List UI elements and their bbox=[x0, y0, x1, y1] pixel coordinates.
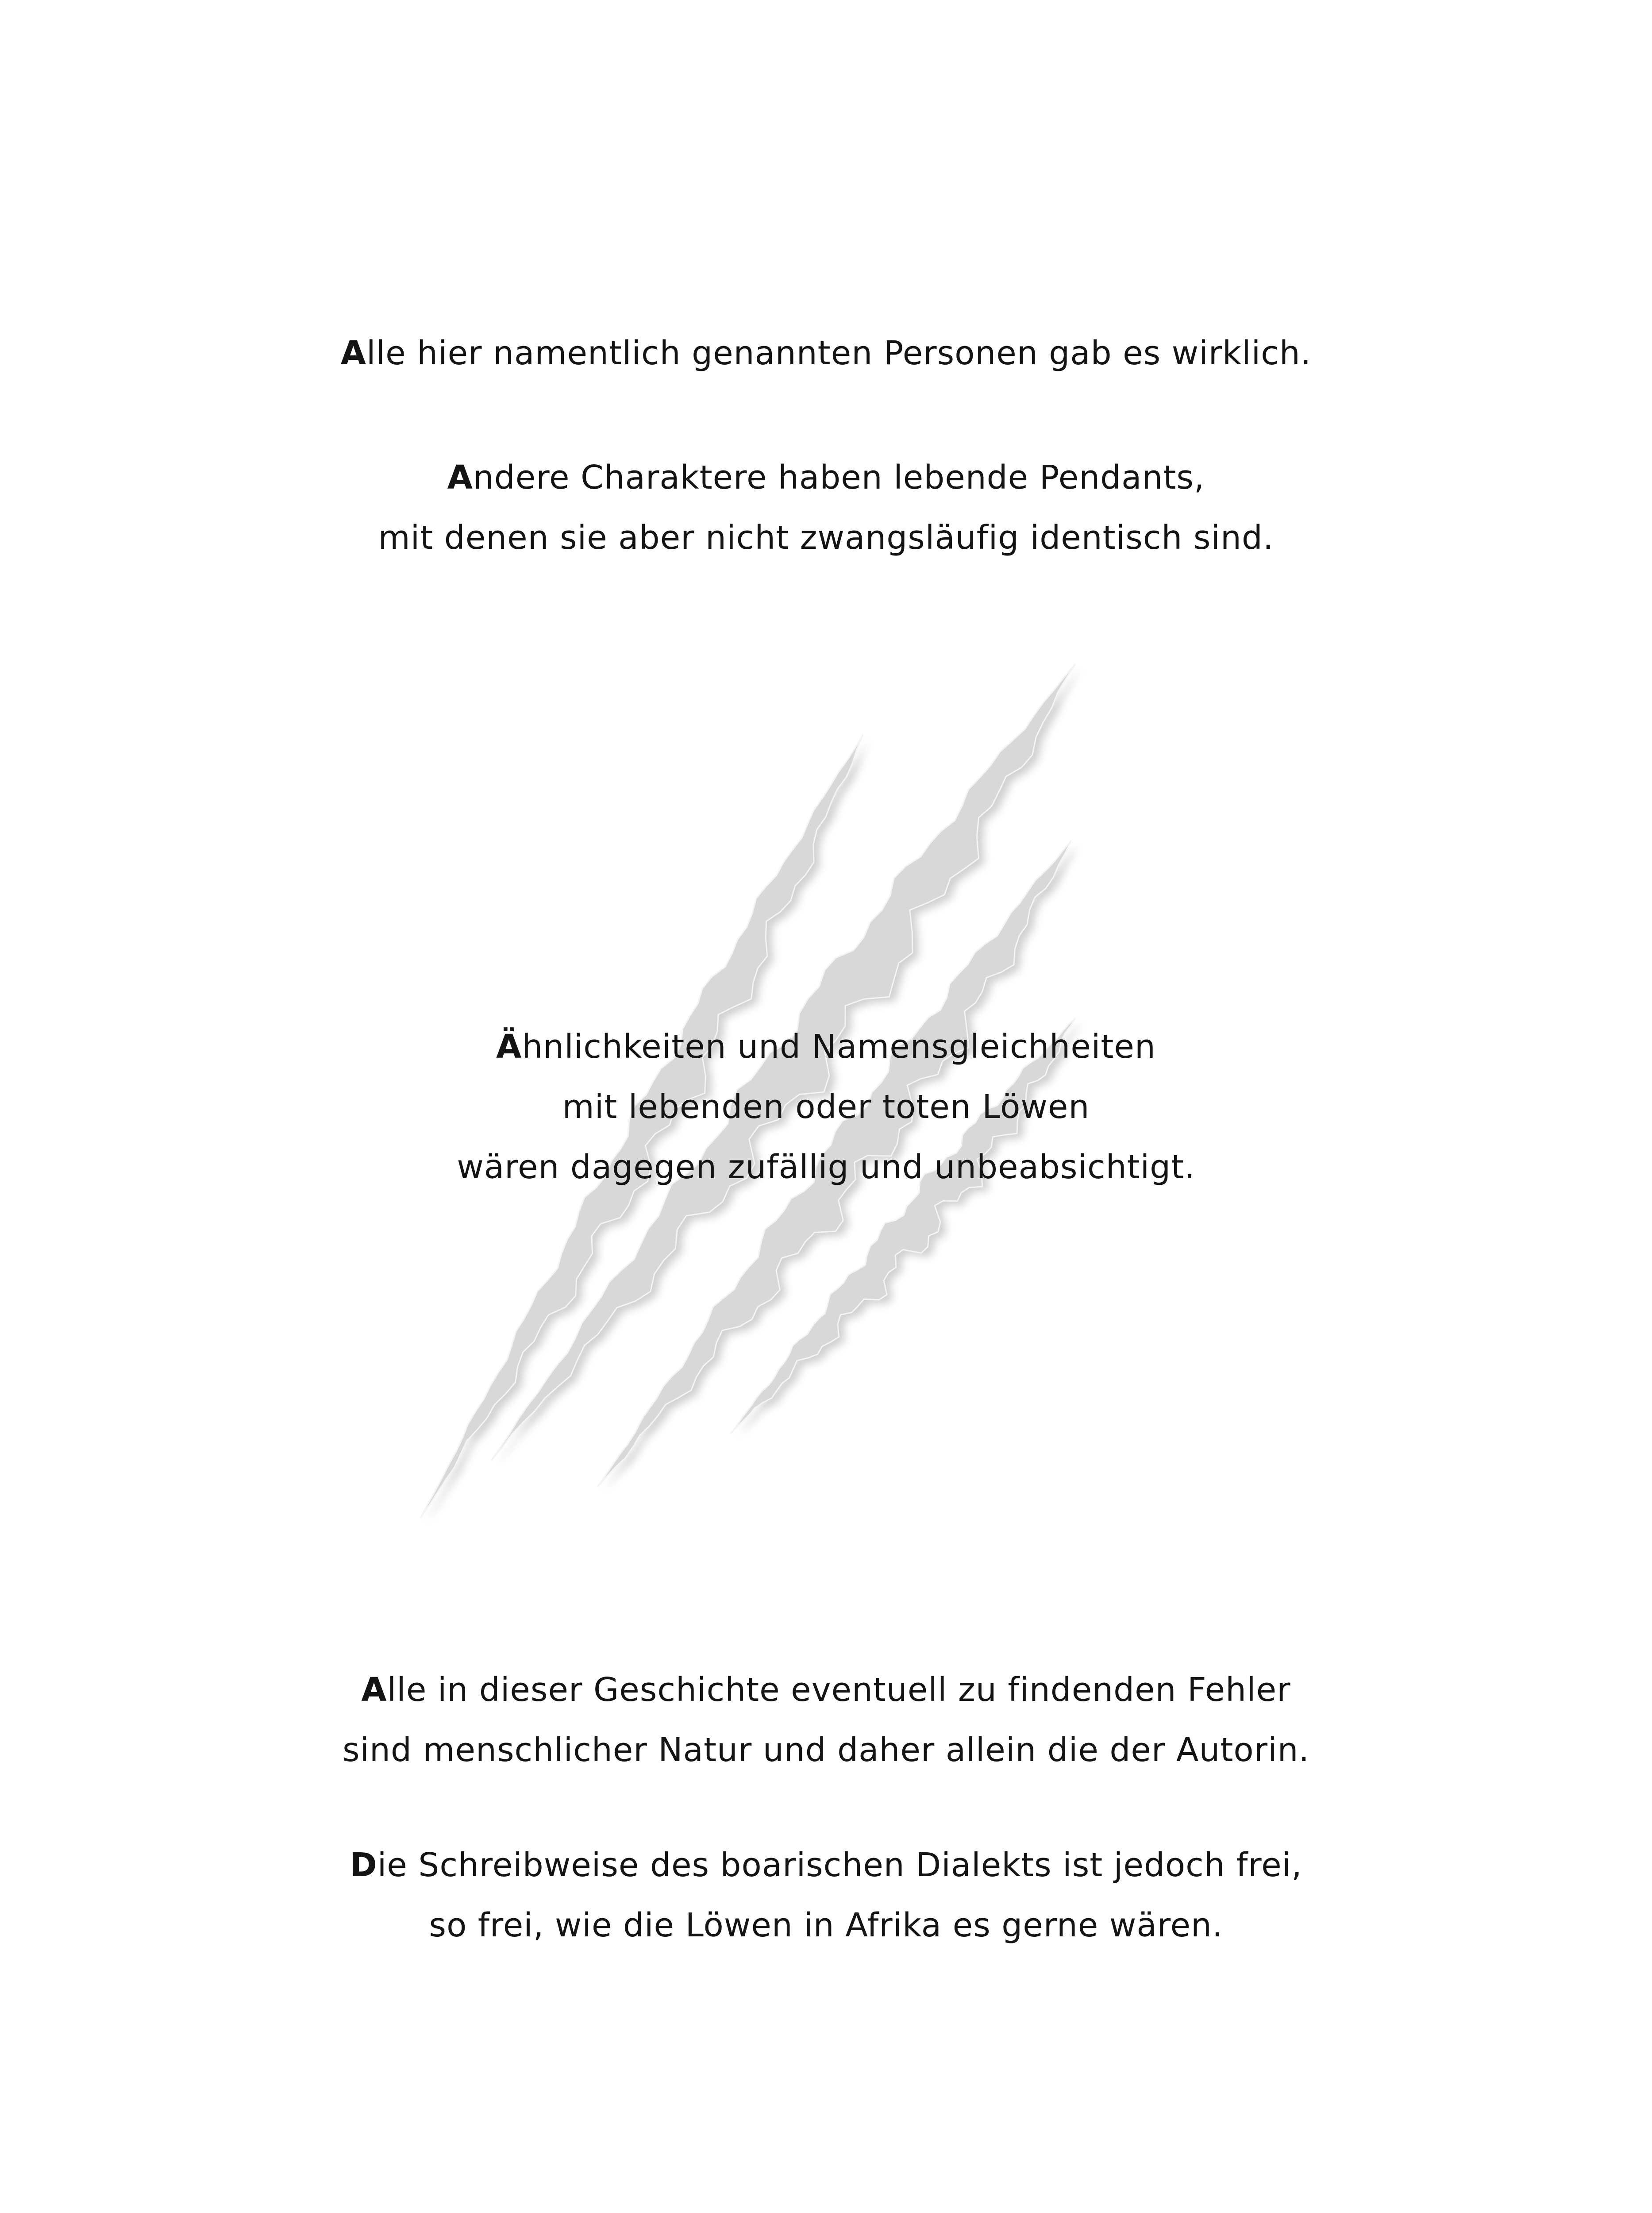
drop-initial: A bbox=[340, 334, 367, 372]
text-line bbox=[0, 1660, 1652, 1720]
text-line bbox=[0, 1017, 1652, 1077]
line-text: sind menschlicher Natur und daher allein die der Autorin. bbox=[342, 1731, 1310, 1769]
line-text: lle hier namentlich genannten Personen gab es wirklich. bbox=[366, 334, 1312, 372]
text-line bbox=[0, 1137, 1652, 1197]
text-line bbox=[0, 508, 1652, 568]
text-line bbox=[0, 447, 1652, 508]
line-text: ie Schreibweise des boarischen Dialekts ist jedoch frei, bbox=[377, 1846, 1302, 1884]
line-text: ndere Charaktere haben lebende Pendants, bbox=[473, 459, 1205, 497]
paragraph-characters bbox=[0, 447, 1652, 568]
paragraph-lions-disclaimer bbox=[0, 1017, 1652, 1197]
drop-initial: D bbox=[350, 1846, 377, 1884]
drop-initial: Ä bbox=[496, 1028, 522, 1066]
line-text: so frei, wie die Löwen in Afrika es gerne wären. bbox=[429, 1906, 1223, 1944]
line-text: hnlichkeiten und Namensgleichheiten bbox=[522, 1028, 1156, 1066]
paragraph-dialect bbox=[0, 1835, 1652, 1955]
text-line bbox=[0, 1895, 1652, 1955]
drop-initial: A bbox=[447, 459, 473, 497]
paragraph-persons bbox=[0, 323, 1652, 383]
paragraph-errors bbox=[0, 1660, 1652, 1780]
drop-initial: A bbox=[361, 1671, 387, 1709]
line-text: mit lebenden oder toten Löwen bbox=[562, 1088, 1090, 1126]
text-line bbox=[0, 1077, 1652, 1137]
line-text: wären dagegen zufällig und unbeabsichtigt. bbox=[457, 1148, 1195, 1186]
line-text: lle in dieser Geschichte eventuell zu findenden Fehler bbox=[387, 1671, 1291, 1709]
text-line bbox=[0, 1720, 1652, 1780]
text-line bbox=[0, 323, 1652, 383]
line-text: mit denen sie aber nicht zwangsläufig identisch sind. bbox=[378, 519, 1274, 557]
text-line bbox=[0, 1835, 1652, 1895]
